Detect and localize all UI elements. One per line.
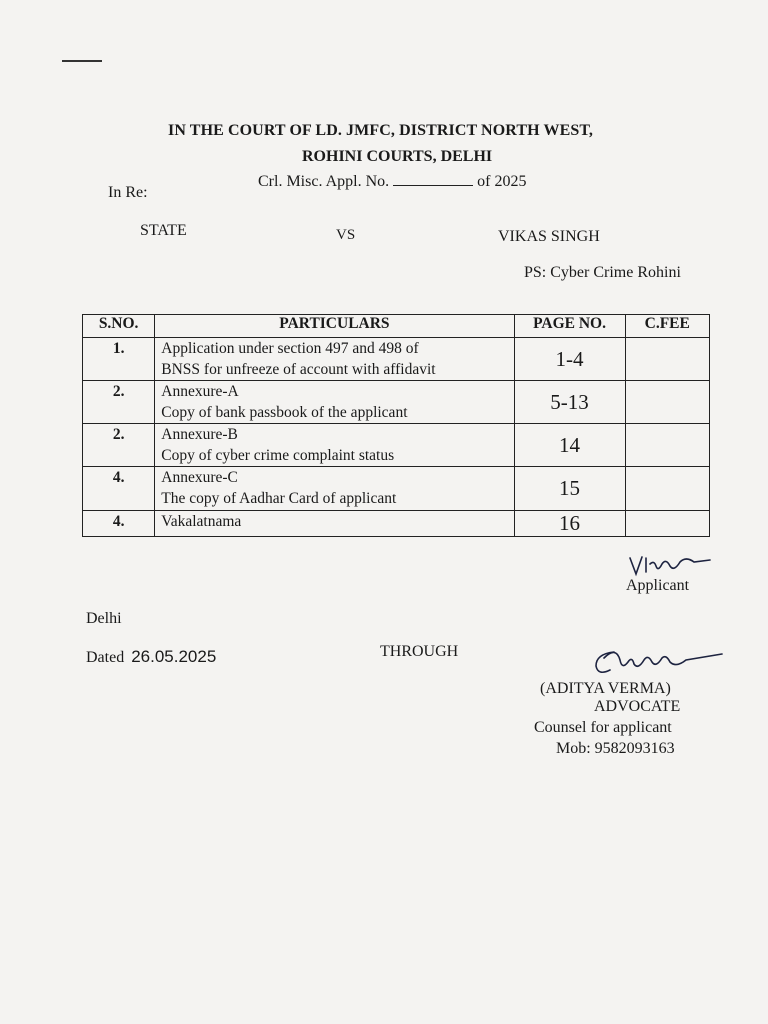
advocate-role: Counsel for applicant bbox=[534, 719, 672, 736]
row-sno: 1. bbox=[83, 338, 155, 381]
respondent-name: VIKAS SINGH bbox=[498, 228, 600, 245]
row-page-no: 14 bbox=[514, 424, 625, 467]
applicant-label: Applicant bbox=[626, 577, 690, 594]
table-row bbox=[83, 511, 710, 537]
row-court-fee bbox=[625, 511, 710, 537]
row-particulars bbox=[155, 338, 514, 381]
place-label: Delhi bbox=[86, 610, 122, 627]
row-court-fee bbox=[625, 338, 710, 381]
advocate-mobile: Mob: 9582093163 bbox=[556, 740, 675, 757]
table-row bbox=[83, 424, 710, 467]
particulars-line: Annexure-A bbox=[161, 383, 239, 400]
col-header-court-fee: C.FEE bbox=[625, 315, 710, 338]
particulars-line: BNSS for unfreeze of account with affidavit bbox=[161, 361, 436, 378]
index-table bbox=[82, 314, 710, 537]
row-particulars bbox=[155, 511, 514, 537]
particulars-line: The copy of Aadhar Card of applicant bbox=[161, 490, 397, 507]
row-particulars bbox=[155, 424, 514, 467]
row-page-no: 5-13 bbox=[514, 381, 625, 424]
row-sno: 2. bbox=[83, 424, 155, 467]
row-sno: 4. bbox=[83, 467, 155, 511]
in-re-label: In Re: bbox=[108, 184, 148, 201]
col-header-sno: S.NO. bbox=[83, 315, 155, 338]
row-court-fee bbox=[625, 467, 710, 511]
particulars-line: Copy of bank passbook of the applicant bbox=[161, 404, 408, 421]
dated-label: Dated bbox=[86, 649, 125, 666]
particulars-line: Copy of cyber crime complaint status bbox=[161, 447, 395, 464]
through-label: THROUGH bbox=[380, 643, 459, 660]
advocate-title: ADVOCATE bbox=[594, 698, 681, 715]
row-page-no: 1-4 bbox=[514, 338, 625, 381]
advocate-signature bbox=[590, 640, 730, 680]
dated-line bbox=[86, 647, 216, 667]
row-page-no: 15 bbox=[514, 467, 625, 511]
row-sno: 4. bbox=[83, 511, 155, 537]
dated-value: 26.05.2025 bbox=[131, 647, 217, 666]
court-heading-line1: IN THE COURT OF LD. JMFC, DISTRICT NORTH WEST, bbox=[168, 122, 594, 139]
court-heading-line2: ROHINI COURTS, DELHI bbox=[302, 148, 493, 165]
particulars-line: Application under section 497 and 498 of bbox=[161, 340, 419, 357]
col-header-page-no: PAGE NO. bbox=[514, 315, 625, 338]
police-station: PS: Cyber Crime Rohini bbox=[524, 264, 681, 281]
row-particulars bbox=[155, 467, 514, 511]
row-particulars bbox=[155, 381, 514, 424]
col-header-particulars: PARTICULARS bbox=[155, 315, 514, 338]
row-court-fee bbox=[625, 381, 710, 424]
table-row bbox=[83, 338, 710, 381]
table-row bbox=[83, 381, 710, 424]
particulars-line: Annexure-C bbox=[161, 469, 238, 486]
row-court-fee bbox=[625, 424, 710, 467]
table-header-row bbox=[83, 315, 710, 338]
versus-label: VS bbox=[336, 227, 356, 243]
application-number-line bbox=[258, 171, 526, 191]
particulars-line: Annexure-B bbox=[161, 426, 238, 443]
table-row bbox=[83, 467, 710, 511]
advocate-name: (ADITYA VERMA) bbox=[540, 680, 671, 697]
petitioner-name: STATE bbox=[140, 222, 187, 239]
appl-number-blank bbox=[393, 171, 473, 186]
appl-suffix: of 2025 bbox=[477, 173, 527, 190]
row-sno: 2. bbox=[83, 381, 155, 424]
corner-mark bbox=[62, 60, 102, 62]
appl-prefix: Crl. Misc. Appl. No. bbox=[258, 173, 390, 190]
row-page-no: 16 bbox=[514, 511, 625, 537]
particulars-line: Vakalatnama bbox=[161, 513, 242, 530]
